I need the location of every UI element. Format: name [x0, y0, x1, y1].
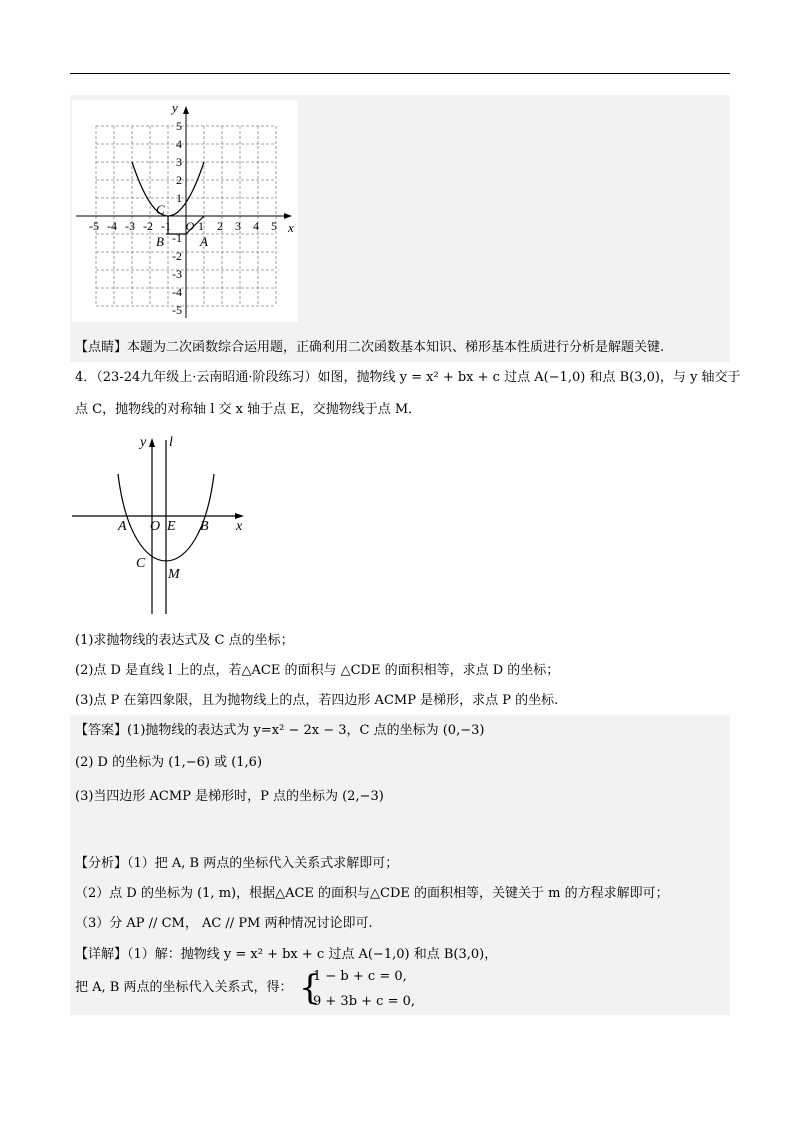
y-tick: 3 — [176, 155, 182, 169]
detail-line1: 【详解】（1）解：抛物线 y = x² + bx + c 过点 A(−1,0) 和点 B(3,0)， — [75, 947, 498, 962]
x-tick: 2 — [217, 219, 223, 233]
question-4-line2: 点 C，抛物线的对称轴 l 交 x 轴于点 E，交抛物线于点 M． — [75, 402, 422, 417]
question-4-part1: (1)求抛物线的表达式及 C 点的坐标； — [75, 633, 294, 648]
point-a-label: A — [200, 234, 208, 249]
figure-parabola-axis — [70, 432, 250, 617]
x-tick-labels — [89, 219, 277, 233]
equation-1: 1 − b + c = 0, — [313, 969, 407, 984]
y-tick: 4 — [176, 137, 182, 151]
x-tick: -5 — [89, 219, 99, 233]
figure2-labels — [117, 435, 243, 582]
question-4-part3: (3)点 P 在第四象限，且为抛物线上的点，若四边形 ACMP 是梯形，求点 P 的坐标. — [75, 693, 559, 708]
x-axis-arrow — [284, 213, 292, 219]
answer-line2: (2) D 的坐标为 (1,−6) 或 (1,6) — [75, 755, 263, 770]
x-tick: -1 — [161, 219, 171, 233]
header-rule — [70, 73, 730, 74]
question-4-line1: 4．（23-24九年级上·云南昭通·阶段练习）如图，抛物线 y = x² + bx + c 过点 A(−1,0) 和点 B(3,0)，与 y 轴交于 — [75, 370, 741, 385]
axis-y-label: y — [172, 100, 178, 115]
y-tick: -5 — [172, 303, 182, 317]
answer-line3: (3)当四边形 ACMP 是梯形时，P 点的坐标为 (2,−3) — [75, 789, 384, 804]
y-axis-arrow — [183, 106, 189, 114]
question-4-part2: (2)点 D 是直线 l 上的点，若△ACE 的面积与 △CDE 的面积相等，求点 D 的坐标； — [75, 663, 560, 678]
y-tick: 5 — [176, 119, 182, 133]
figure-parabola-grid — [72, 100, 298, 322]
label-e: E — [167, 519, 176, 534]
x-tick: -3 — [125, 219, 135, 233]
point-c-label: C — [156, 202, 165, 217]
y-tick: 2 — [176, 173, 182, 187]
y-tick: -3 — [172, 267, 182, 281]
label-x: x — [236, 519, 243, 534]
equation-2: 9 + 3b + c = 0, — [313, 994, 416, 1009]
x-tick: 5 — [271, 219, 277, 233]
analysis-line1: 【分析】（1）把 A, B 两点的坐标代入关系式求解即可； — [75, 856, 399, 871]
analysis-line3: （3）分 AP // CM， AC // PM 两种情况讨论即可. — [75, 916, 373, 931]
y-tick: -1 — [172, 231, 182, 245]
equation-system-brace: { — [299, 968, 321, 1008]
y-tick: -2 — [172, 249, 182, 263]
label-c: C — [136, 556, 146, 571]
answer-line1: 【答案】(1)抛物线的表达式为 y=x² − 2x − 3，C 点的坐标为 (0,−3) — [75, 723, 485, 738]
label-b: B — [200, 519, 209, 534]
y-axis-arrow — [149, 438, 155, 447]
x-tick: 4 — [253, 219, 259, 233]
x-tick: -4 — [107, 219, 117, 233]
label-o: O — [150, 519, 161, 534]
x-tick: 1 — [198, 219, 204, 233]
y-tick: -4 — [172, 285, 182, 299]
figure2-svg — [70, 432, 250, 617]
label-a: A — [118, 519, 127, 534]
analysis-line2: （2）点 D 的坐标为 (1, m)，根据△ACE 的面积与△CDE 的面积相等，关键关于 m 的方程求解即可； — [75, 886, 669, 901]
grid-chart-svg — [72, 100, 298, 322]
x-tick: -2 — [143, 219, 153, 233]
detail-line2: 把 A, B 两点的坐标代入关系式，得： — [75, 980, 293, 995]
y-tick: 1 — [176, 191, 182, 205]
y-tick-labels — [172, 119, 182, 317]
origin-label: O — [185, 219, 195, 233]
label-l: l — [169, 435, 173, 450]
label-y: y — [140, 435, 147, 450]
x-tick: 3 — [235, 219, 241, 233]
label-m: M — [168, 567, 180, 582]
axis-x-label: x — [288, 220, 294, 235]
point-b-label: B — [156, 234, 164, 249]
dianjing-text: 【点睛】本题为二次函数综合运用题，正确利用二次函数基本知识、梯形基本性质进行分析是解题关键. — [75, 340, 665, 355]
